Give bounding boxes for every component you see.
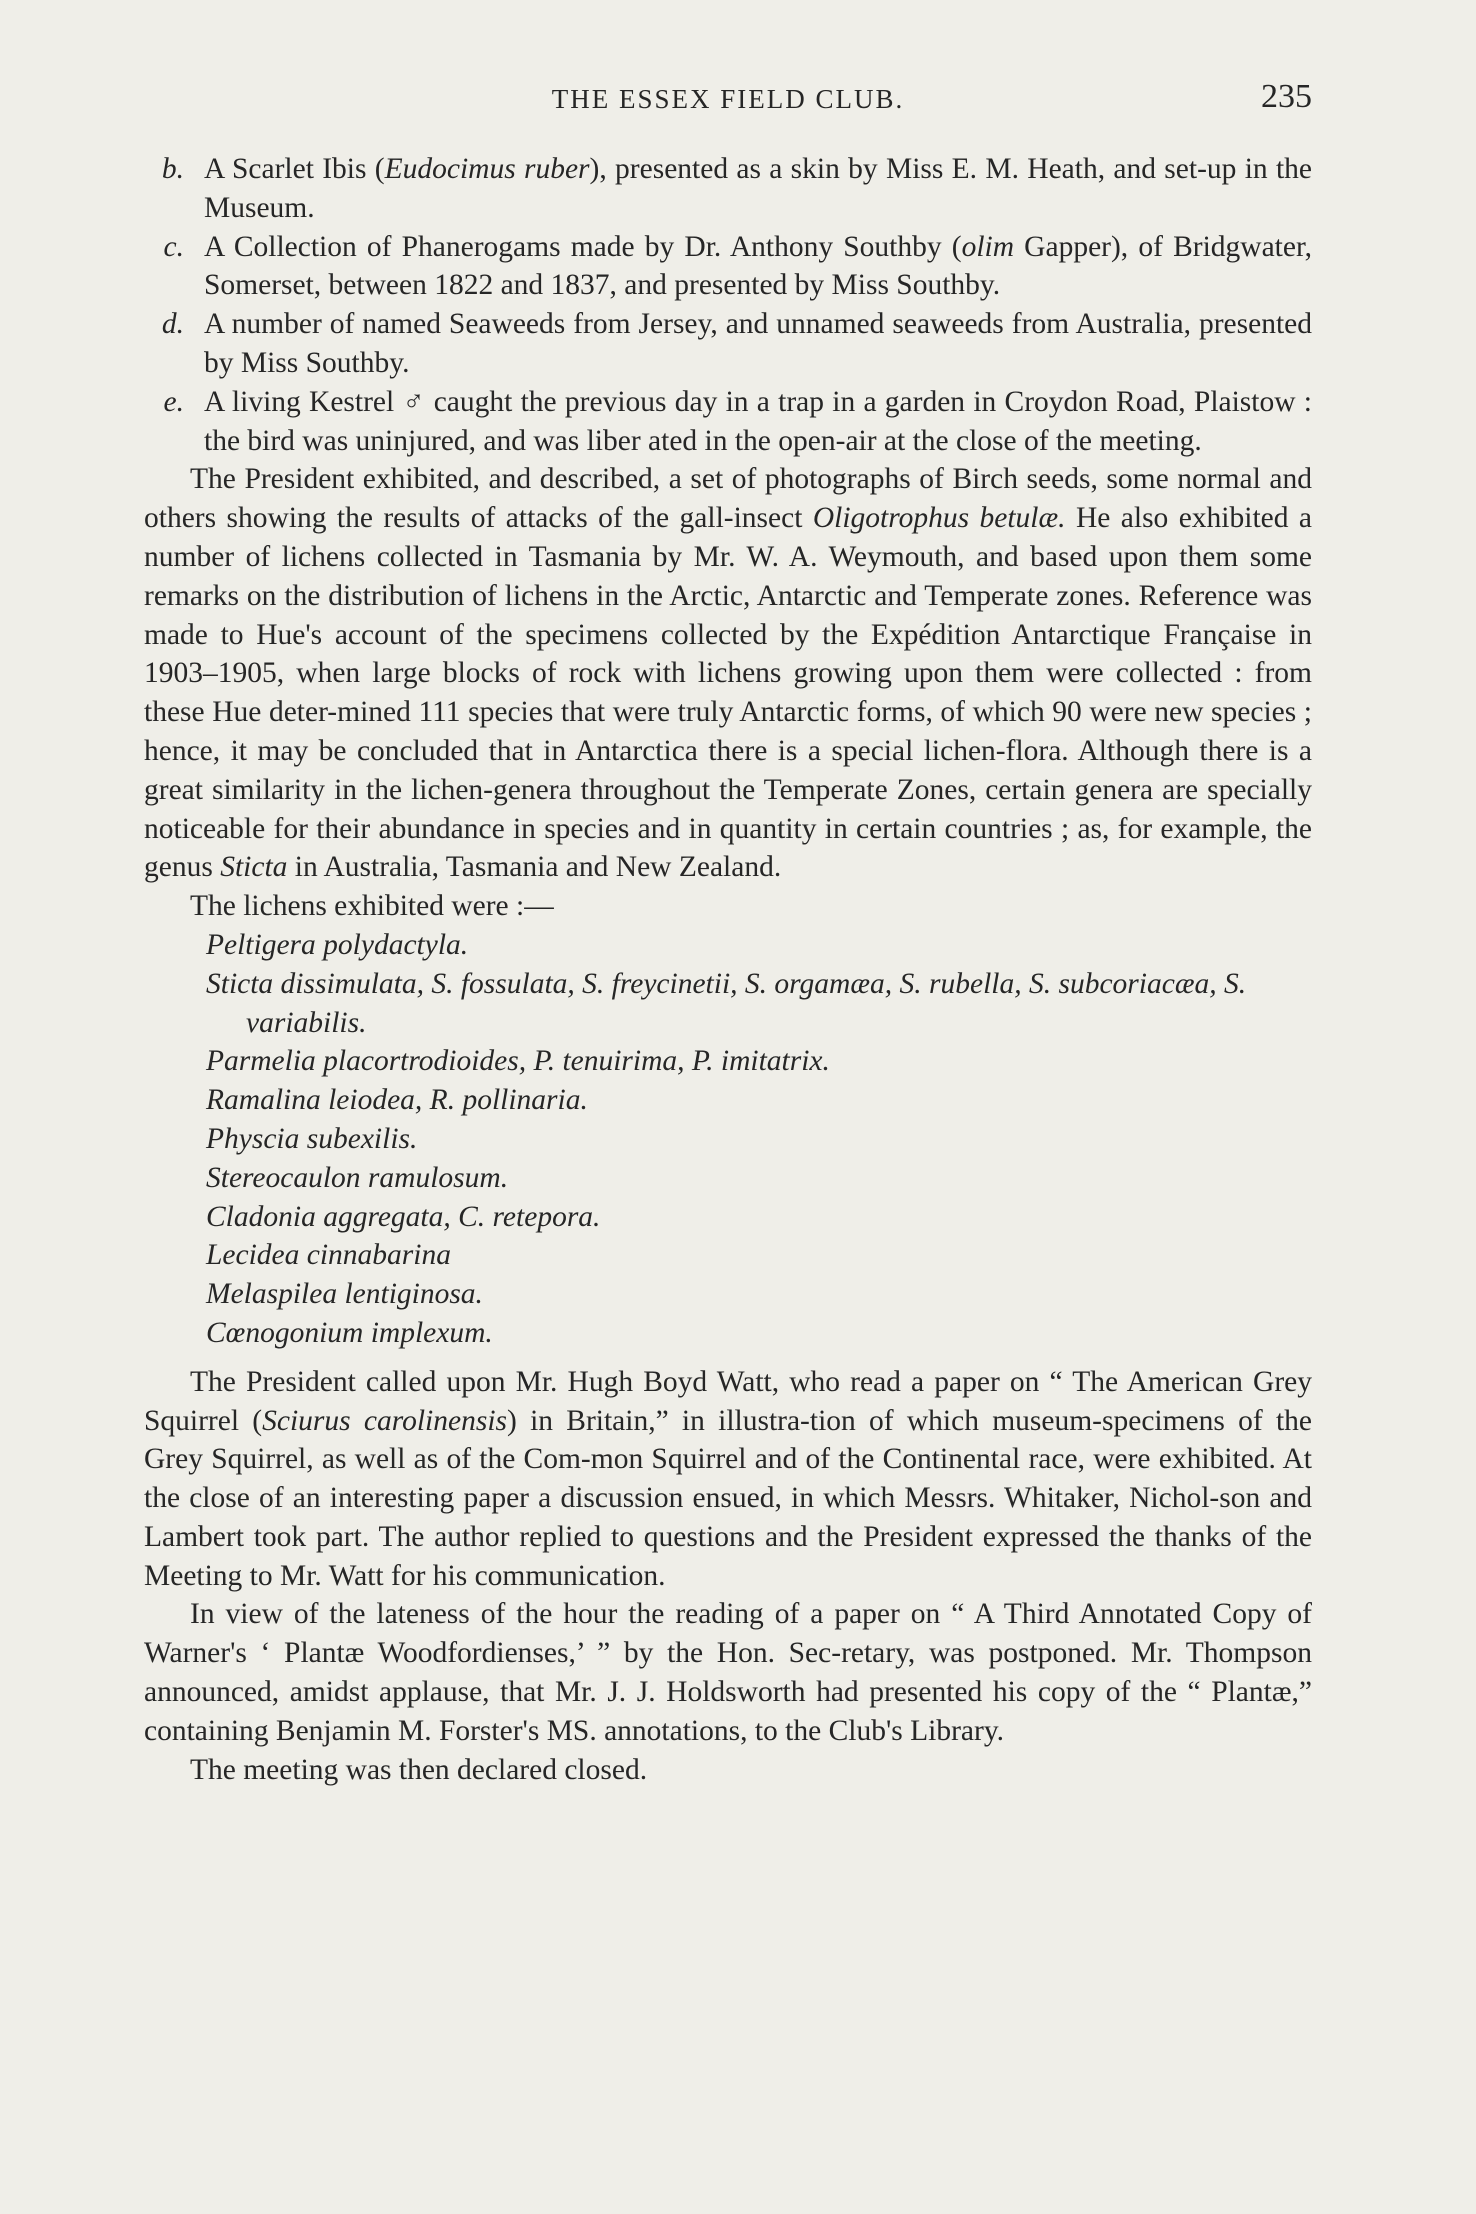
lichen-entry: Lecidea cinnabarina [206, 1239, 451, 1272]
item-text: A number of named Seaweeds from Jersey, and unnamed seaweeds from Australia, presented by Miss Southby. [204, 308, 1312, 379]
lichen-list [206, 926, 1312, 1353]
exhibit-item-c [144, 228, 1312, 306]
text-run: A Collection of Phanerogams made by Dr. Anthony Southby ( [204, 230, 962, 263]
lichen-entry: Parmelia placortrodioides, P. tenuirima, P. imitatrix. [206, 1045, 830, 1078]
item-text [204, 150, 1312, 228]
paragraph-squirrel-paper [144, 1363, 1312, 1596]
text-run: in Australia, Tasmania and New Zealand. [287, 851, 782, 884]
item-letter: e. [163, 385, 184, 418]
paragraph-postponement: In view of the lateness of the hour the reading of a paper on “ A Third Annotated Copy of Warner's ‘ Plantæ Woodfordienses,’ ” by the Hon. Sec-retary, was postponed. Mr. Thompson announced, amidst applause, that Mr. J. J. Holdsworth had presented his copy of the “ Plantæ,” containing Benjamin M. Forster's MS. annotations, to the Club's Library. [144, 1598, 1312, 1747]
lichen-entry: Physcia subexilis. [206, 1122, 418, 1155]
page-number: 235 [1261, 78, 1312, 115]
lichen-entry: Cladonia aggregata, C. retepora. [206, 1200, 601, 1233]
text-run: Gapper), of Bridgwater, Somerset, between 1822 and 1837, and presented by Miss Southby. [204, 230, 1312, 302]
running-head: THE ESSEX FIELD CLUB. [551, 84, 905, 114]
lichen-entry: Cœnogonium implexum. [206, 1316, 493, 1349]
lichens-intro: The lichens exhibited were :— [190, 890, 554, 923]
paragraph-president-exhibit [144, 460, 1312, 887]
text-run: The President exhibited, and described, a set of photographs of Birch seeds, some normal and others showing the results of attacks of the gall-insect [144, 463, 1312, 535]
italic-species-name: Sciurus carolinensis [262, 1404, 507, 1437]
lichen-entry: Stereocaulon ramulosum. [206, 1161, 509, 1194]
page-header [144, 78, 1312, 128]
italic-genus-name: Sticta [220, 851, 288, 884]
item-text [204, 228, 1312, 306]
lichen-entry: Melaspilea lentiginosa. [206, 1278, 483, 1311]
item-letter: c. [163, 230, 184, 263]
text-run: The President called upon Mr. Hugh Boyd Watt, who read a paper on “ The American Grey Squirrel ( [144, 1365, 1312, 1437]
italic-species-name: Eudocimus ruber [384, 153, 590, 185]
exhibit-item-b [144, 150, 1312, 228]
text-run: ) in Britain,” in illustra-tion of which museum-specimens of the Grey Squirrel, as well as of the Com-mon Squirrel and of the Continental race, were exhibited. At the close of an interesting paper a discussion ensued, in which Messrs. Whitaker, Nichol-son and Lambert took part. The author replied to questions and the President expressed the thanks of the Meeting to Mr. Watt for his communication. [144, 1404, 1312, 1592]
text-run: He also exhibited a number of lichens collected in Tasmania by Mr. W. A. Weymouth, and based upon them some remarks on the distribution of lichens in the Arctic, Antarctic and Temperate zones. Reference was made to Hue's account of the specimens collected by the Expédition Antarctique Française in 1903–1905, when large blocks of rock with lichens growing upon them were collected : from these Hue deter-mined 111 species that were truly Antarctic forms, of which 90 were new species ; hence, it may be concluded that in Antarctica there is a special lichen-flora. Although there is a great similarity in the lichen-genera throughout the Temperate Zones, certain genera are specially noticeable for their abundance in species and in quantity in certain countries ; as, for example, the genus [144, 502, 1312, 884]
italic-species-name: Oligotrophus betulæ. [812, 502, 1066, 535]
item-letter: b. [161, 153, 184, 185]
text-run: A Scarlet Ibis ( [204, 153, 385, 185]
lichen-entry: Sticta dissimulata, S. fossulata, S. freycinetii, S. orgamæa, S. rubella, S. subcoriacæa, S. variabilis. [206, 967, 1247, 1039]
page-body [144, 150, 1312, 1789]
item-text: A living Kestrel ♂ caught the previous day in a trap in a garden in Croydon Road, Plaistow : the bird was uninjured, and was liber ated in the open-air at the close of the meeting. [204, 385, 1312, 457]
exhibit-item-d [144, 305, 1312, 383]
text-run: ), presented as a skin by Miss E. M. Heath, and set-up in the Museum. [204, 153, 1312, 224]
item-letter: d. [161, 308, 184, 341]
exhibit-item-e [144, 383, 1312, 461]
lichen-entry: Ramalina leiodea, R. pollinaria. [206, 1084, 588, 1117]
paragraph-closing: The meeting was then declared closed. [190, 1753, 648, 1786]
lichen-entry: Peltigera polydactyla. [206, 928, 469, 961]
italic-word: olim [961, 230, 1015, 263]
